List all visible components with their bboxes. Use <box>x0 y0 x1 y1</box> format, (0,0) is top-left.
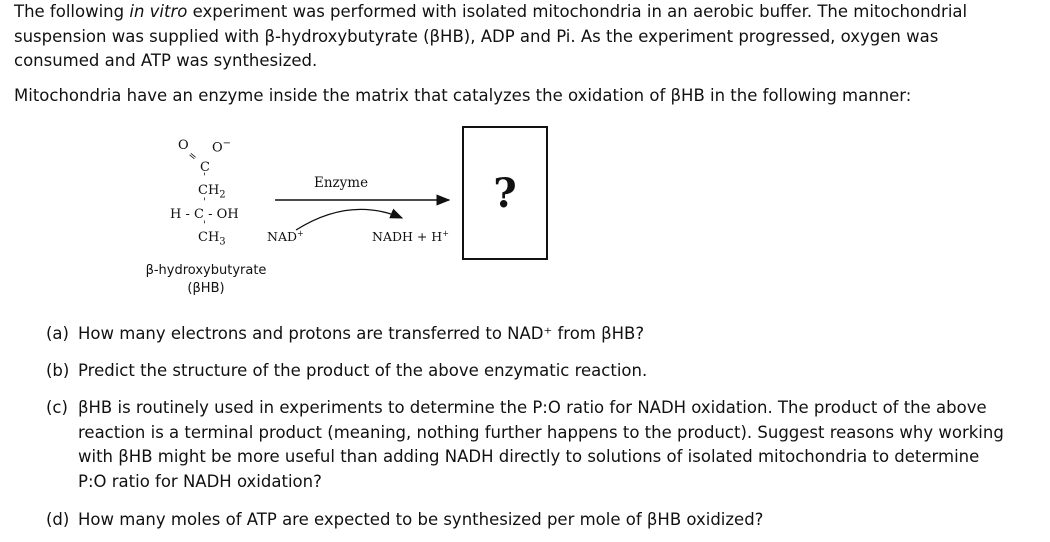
molecule-name: β-hydroxybutyrate <box>145 263 267 278</box>
bond-c2-c3: ' <box>203 197 206 208</box>
question-label: (c) <box>46 398 68 417</box>
bond-c3-c4: ' <box>203 220 206 231</box>
group-hcoh: H - C - OH <box>170 207 239 222</box>
atom-o-left: O <box>178 138 189 153</box>
question-b <box>46 359 1006 384</box>
group-ch3: $CH_3$ <box>198 230 226 248</box>
unknown-product-box <box>462 126 548 260</box>
group-ch2: $CH_2$ <box>198 183 226 201</box>
atom-c-carboxyl: C <box>200 160 210 175</box>
cofactor-arrow <box>296 209 402 230</box>
intro-italic-term: in vitro <box>129 2 188 21</box>
question-label: (a) <box>46 324 69 343</box>
question-mark: ? <box>493 169 517 217</box>
enzyme-label: Enzyme <box>314 175 369 191</box>
nadh-label: NADH + H+ <box>372 229 449 245</box>
question-text: How many moles of ATP are expected to be synthesized per mole of βHB oxidized? <box>78 510 764 529</box>
question-c <box>46 396 1006 494</box>
question-text: How many electrons and protons are transferred to NAD⁺ from βHB? <box>78 324 645 343</box>
question-text: βHB is routinely used in experiments to determine the P:O ratio for NADH oxidation. The product of the above reaction is a terminal product (meaning, nothing further happens to the product). Suggest reasons why working with βHB might be more useful than adding NADH directly to solutions of isolated mitochondria to determine P:O ratio for NADH oxidation? <box>78 398 1004 491</box>
atom-o-right: O− <box>212 138 232 156</box>
question-a <box>46 322 1006 347</box>
question-label: (d) <box>46 510 70 529</box>
nad-plus-label: NAD+ <box>267 229 304 245</box>
intro-text-2: experiment was performed with isolated mitochondria in an aerobic buffer. The mitochondrial suspension was supplied with β-hydroxybutyrate (βHB), ADP and Pi. As the experiment progressed, oxygen was consumed and ATP was synthesized. <box>14 2 968 70</box>
mechanism-intro: Mitochondria have an enzyme inside the matrix that catalyzes the oxidation of βHB in the following manner: <box>14 86 912 105</box>
molecule-abbrev: (βHB) <box>187 281 225 296</box>
question-d <box>46 508 1006 533</box>
question-text: Predict the structure of the product of the above enzymatic reaction. <box>78 361 648 380</box>
intro-text-1: The following <box>14 2 130 21</box>
carbonyl-double-bond: = <box>185 149 199 164</box>
question-label: (b) <box>46 361 70 380</box>
bond-c1-c2: ' <box>203 172 206 183</box>
